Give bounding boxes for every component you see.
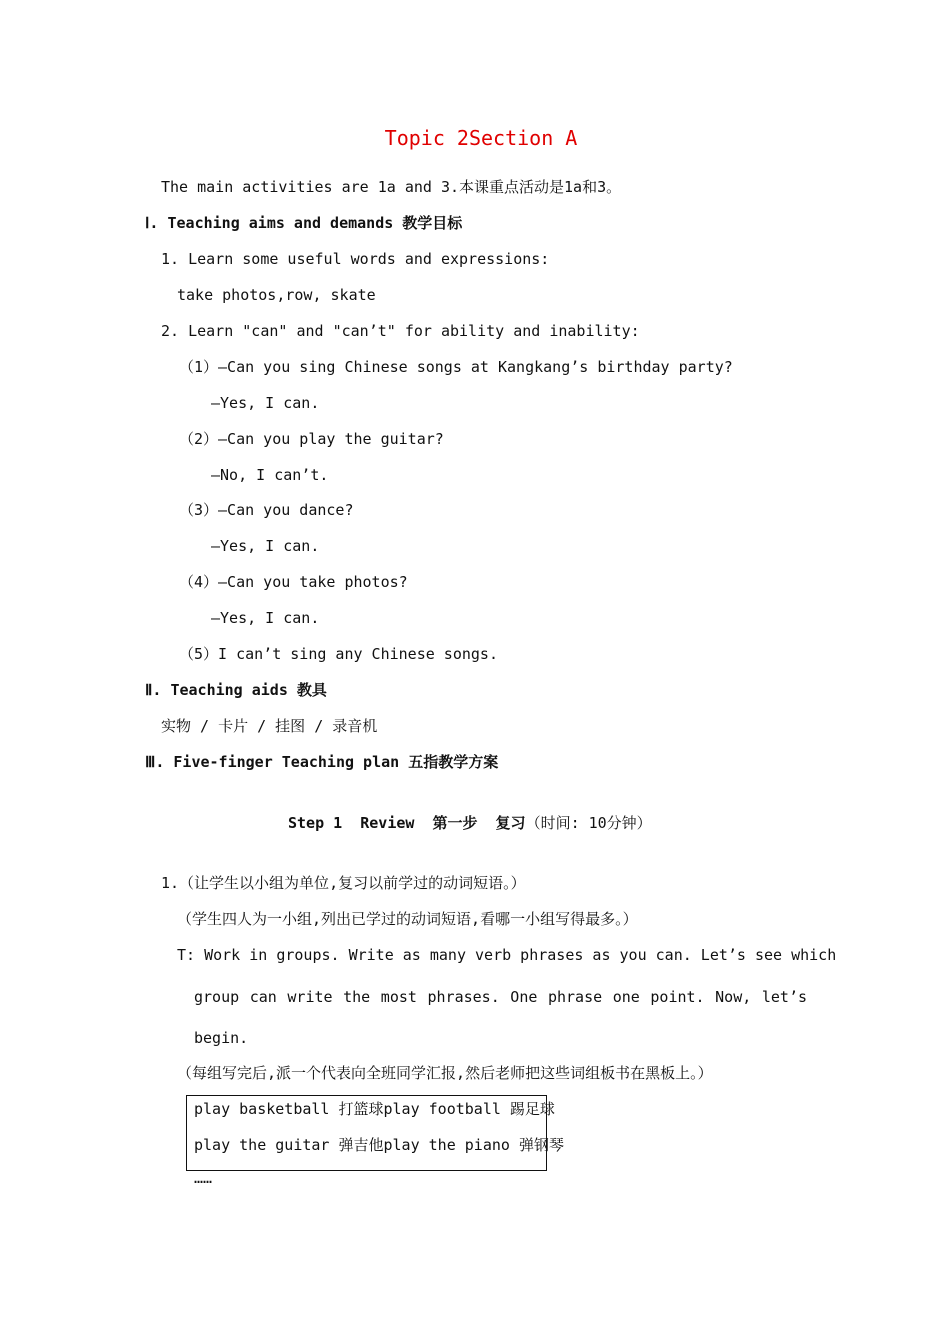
document-title: Topic 2Section A <box>384 126 578 150</box>
section-3-heading: Ⅲ. Five-finger Teaching plan 五指教学方案 <box>145 753 499 771</box>
step-1-heading-line <box>288 813 652 833</box>
step-1-note-1: （学生四人为一小组,列出已学过的动词短语,看哪一小组写得最多。） <box>177 910 638 928</box>
dialog-answer: —Yes, I can. <box>211 394 320 412</box>
aim-item-2: 2. Learn "can" and "can’t" for ability and inability: <box>161 322 640 340</box>
dialog-question: （1）—Can you sing Chinese songs at Kangkang’s birthday party? <box>179 358 733 376</box>
teaching-aids-list: 实物 / 卡片 / 挂图 / 录音机 <box>161 717 378 735</box>
blackboard-phrase-line-1: play basketball 打篮球play football 踢足球 <box>194 1100 555 1118</box>
dialog-answer: —Yes, I can. <box>211 537 320 555</box>
step-1-item-1: 1.（让学生以小组为单位,复习以前学过的动词短语。） <box>161 874 526 892</box>
teacher-instruction-line-3: begin. <box>194 1029 249 1047</box>
aim-item-1-words: take photos,row, skate <box>177 286 376 304</box>
ellipsis: …… <box>194 1169 213 1187</box>
section-1-heading: Ⅰ. Teaching aims and demands 教学目标 <box>145 214 463 232</box>
teacher-instruction-line-2: group can write the most phrases. One phrase one point. Now, let’s <box>194 988 807 1006</box>
blackboard-phrase-line-2: play the guitar 弹吉他play the piano 弹钢琴 <box>194 1136 564 1154</box>
section-2-heading: Ⅱ. Teaching aids 教具 <box>145 681 327 699</box>
teacher-instruction-line-1: T: Work in groups. Write as many verb phrases as you can. Let’s see which <box>177 946 837 964</box>
dialog-question: （3）—Can you dance? <box>179 501 354 519</box>
dialog-answer: —No, I can’t. <box>211 466 329 484</box>
aim-item-5: （5）I can’t sing any Chinese songs. <box>179 645 498 663</box>
intro-text: The main activities are 1a and 3.本课重点活动是1a和3。 <box>161 178 622 196</box>
aim-item-1: 1. Learn some useful words and expressions: <box>161 250 550 268</box>
step-1-time: （时间: 10分钟） <box>525 814 652 832</box>
step-1-note-2: （每组写完后,派一个代表向全班同学汇报,然后老师把这些词组板书在黑板上。） <box>177 1064 713 1082</box>
dialog-question: （2）—Can you play the guitar? <box>179 430 444 448</box>
dialog-question: （4）—Can you take photos? <box>179 573 408 591</box>
step-1-heading: Step 1 Review 第一步 复习 <box>288 814 526 832</box>
dialog-answer: —Yes, I can. <box>211 609 320 627</box>
